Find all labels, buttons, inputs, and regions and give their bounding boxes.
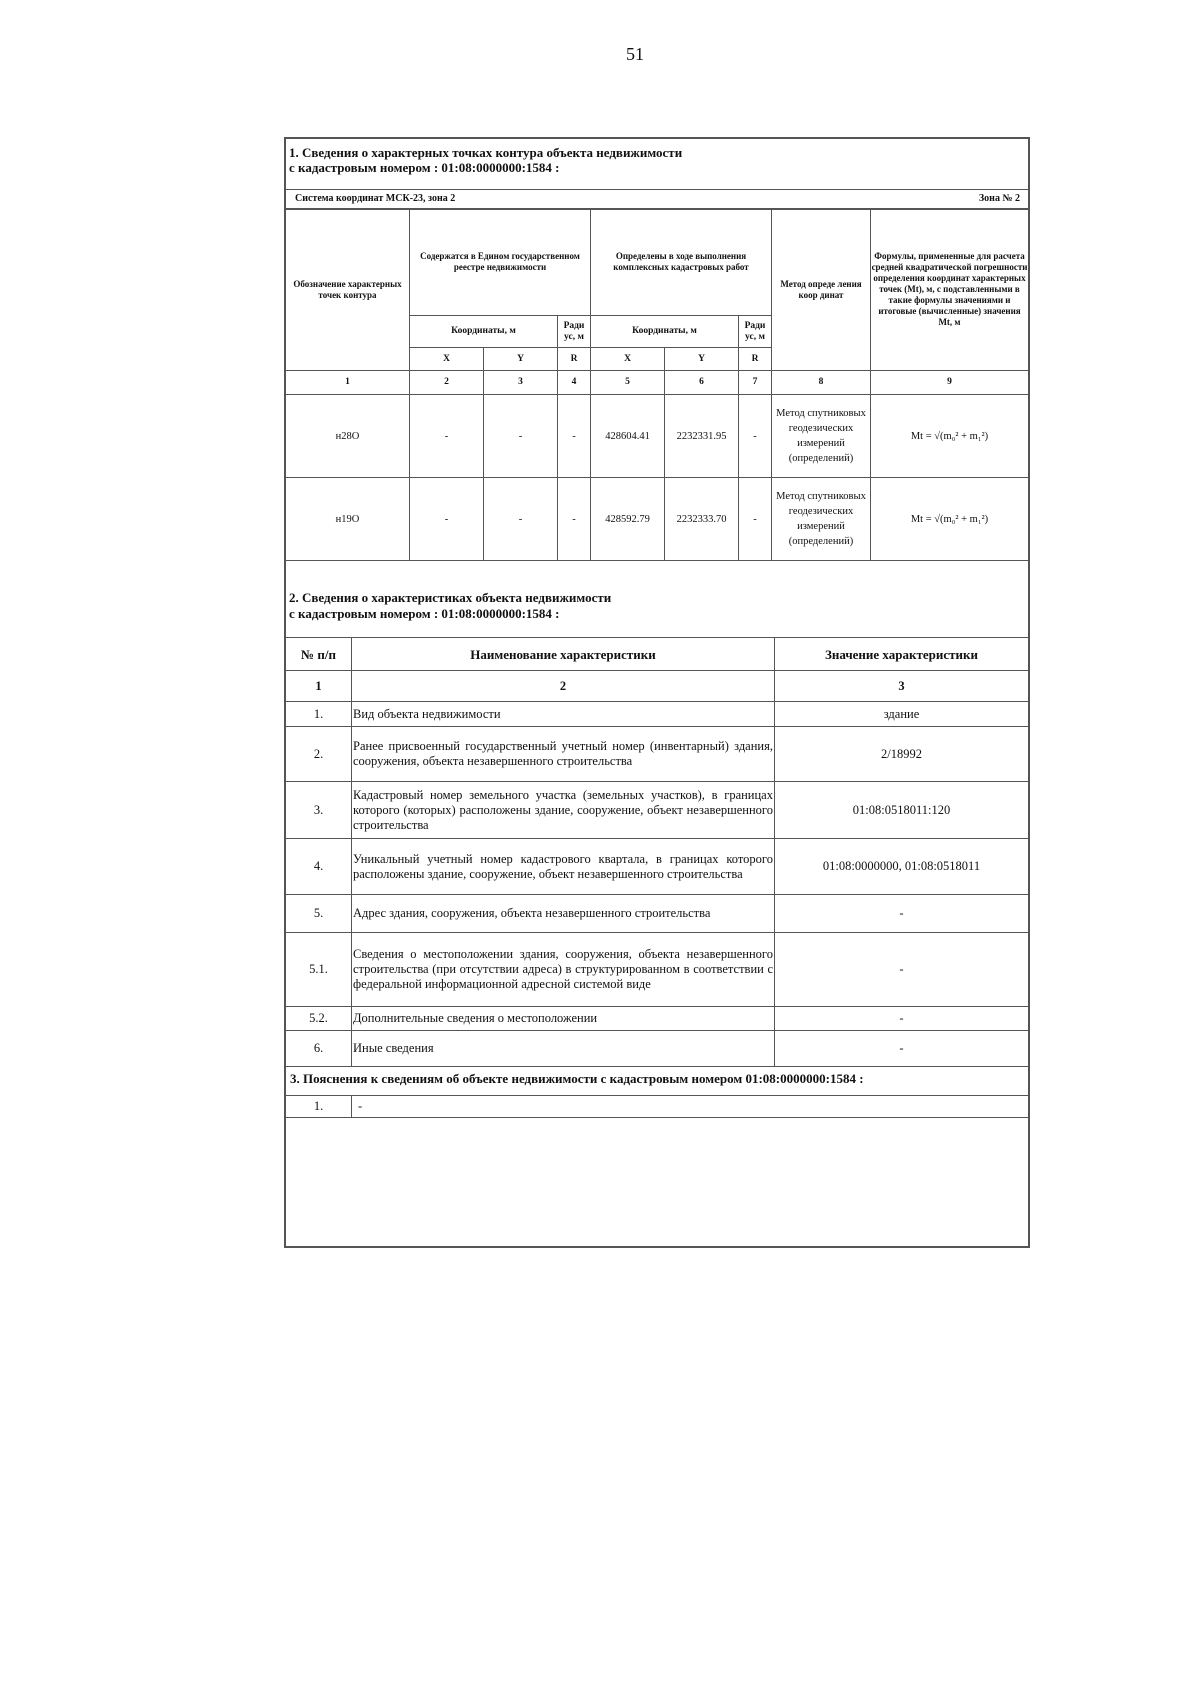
col-number: 3 — [775, 671, 1029, 702]
note-text: - — [352, 1096, 1029, 1118]
col-number: 9 — [871, 371, 1029, 395]
section2-title-line2: с кадастровым номером : 01:08:0000000:1584 : — [289, 606, 560, 621]
y-complex: 2232331.95 — [665, 395, 739, 478]
formula-cell: Mt = √(m₀² + m₁²) — [871, 395, 1029, 478]
col-number: 7 — [739, 371, 772, 395]
page-number: 51 — [626, 44, 644, 64]
row-number: 5. — [286, 895, 352, 933]
characteristics-table — [285, 637, 1029, 1067]
method-cell: Метод спутниковых геодезических измерений (определений) — [772, 478, 871, 561]
characteristic-value: - — [775, 933, 1029, 1007]
characteristic-value: 01:08:0000000, 01:08:0518011 — [775, 839, 1029, 895]
section2-title — [289, 590, 611, 622]
characteristic-value: 2/18992 — [775, 727, 1029, 782]
x-egrn: - — [410, 395, 484, 478]
characteristic-value: - — [775, 895, 1029, 933]
characteristic-name: Иные сведения — [352, 1031, 775, 1067]
header-radius-egrn: Ради ус, м — [558, 316, 591, 348]
characteristic-name: Уникальный учетный номер кадастрового квартала, в границах которого расположены здание, сооружение, объект незавершенного строительства — [352, 839, 775, 895]
points-table — [285, 208, 1029, 561]
section1-title-line1: 1. Сведения о характерных точках контура объекта недвижимости — [289, 145, 683, 160]
table-row — [286, 1031, 1029, 1067]
col-number: 4 — [558, 371, 591, 395]
point-name: н19О — [286, 478, 410, 561]
characteristic-name: Ранее присвоенный государственный учетный номер (инвентарный) здания, сооружения, объекта незавершенного строительства — [352, 727, 775, 782]
characteristic-value: - — [775, 1031, 1029, 1067]
notes-table — [285, 1095, 1029, 1118]
header-r-egrn: R — [558, 348, 591, 371]
coord-system-label: Система координат МСК-23, зона 2 — [295, 193, 456, 204]
characteristic-value: здание — [775, 702, 1029, 727]
row-number: 2. — [286, 727, 352, 782]
characteristic-name: Дополнительные сведения о местоположении — [352, 1007, 775, 1031]
section2-title-line1: 2. Сведения о характеристиках объекта недвижимости — [289, 590, 612, 605]
header-coords-complex: Координаты, м — [591, 316, 739, 348]
characteristic-name: Вид объекта недвижимости — [352, 702, 775, 727]
table-row — [286, 727, 1029, 782]
table-row — [286, 782, 1029, 839]
table-row — [286, 478, 1029, 561]
column-numbers-row — [286, 371, 1029, 395]
col-number: 2 — [410, 371, 484, 395]
header-no: № п/п — [286, 638, 352, 671]
header-method: Метод опреде ления коор динат — [772, 209, 871, 371]
col-number: 6 — [665, 371, 739, 395]
characteristic-name: Кадастровый номер земельного участка (земельных участков), в границах которого (которых) расположены здание, сооружение, объект незавершенного строительства — [352, 782, 775, 839]
x-egrn: - — [410, 478, 484, 561]
header-y-egrn: Y — [484, 348, 558, 371]
x-complex: 428604.41 — [591, 395, 665, 478]
row-number: 4. — [286, 839, 352, 895]
header-formula: Формулы, примененные для расчета средней квадратической погрешности определения координат характерных точек (Mt), м, с подставленными в такие формулы значениями и итоговые (вычисленные) значения Mt, м — [871, 209, 1029, 371]
row-number: 1. — [286, 1096, 352, 1118]
row-number: 1. — [286, 702, 352, 727]
table-row — [286, 933, 1029, 1007]
table-row — [286, 702, 1029, 727]
r-egrn: - — [558, 478, 591, 561]
column-numbers-row — [286, 671, 1029, 702]
col-number: 8 — [772, 371, 871, 395]
coord-system-row — [286, 189, 1028, 210]
section3-title: 3. Пояснения к сведениям об объекте недвижимости с кадастровым номером 01:08:0000000:1584 : — [286, 1066, 1028, 1095]
col-number: 2 — [352, 671, 775, 702]
formula-cell: Mt = √(m₀² + m₁²) — [871, 478, 1029, 561]
section1-title-line2: с кадастровым номером : 01:08:0000000:1584 : — [289, 160, 560, 175]
table-row — [286, 839, 1029, 895]
row-number: 5.1. — [286, 933, 352, 1007]
characteristic-name: Адрес здания, сооружения, объекта незавершенного строительства — [352, 895, 775, 933]
header-complex: Определены в ходе выполнения комплексных кадастровых работ — [591, 209, 772, 316]
header-x-egrn: X — [410, 348, 484, 371]
col-number: 1 — [286, 371, 410, 395]
method-cell: Метод спутниковых геодезических измерений (определений) — [772, 395, 871, 478]
col-number: 3 — [484, 371, 558, 395]
table-row — [286, 895, 1029, 933]
zone-label: Зона № 2 — [978, 193, 1020, 204]
y-egrn: - — [484, 395, 558, 478]
header-name: Наименование характеристики — [352, 638, 775, 671]
r-complex: - — [739, 395, 772, 478]
header-x-complex: X — [591, 348, 665, 371]
table-row — [286, 1007, 1029, 1031]
header-y-complex: Y — [665, 348, 739, 371]
header-coords-egrn: Координаты, м — [410, 316, 558, 348]
table-row — [286, 1096, 1029, 1118]
row-number: 3. — [286, 782, 352, 839]
row-number: 5.2. — [286, 1007, 352, 1031]
x-complex: 428592.79 — [591, 478, 665, 561]
col-number: 1 — [286, 671, 352, 702]
header-egrn: Содержатся в Едином государственном реестре недвижимости — [410, 209, 591, 316]
document-frame — [284, 137, 1030, 1248]
row-number: 6. — [286, 1031, 352, 1067]
characteristic-value: 01:08:0518011:120 — [775, 782, 1029, 839]
point-name: н28О — [286, 395, 410, 478]
characteristic-name: Сведения о местоположении здания, сооружения, объекта незавершенного строительства (при отсутствии адреса) в структурированном в соответствии с федеральной информационной адресной системой виде — [352, 933, 775, 1007]
r-egrn: - — [558, 395, 591, 478]
table-row — [286, 395, 1029, 478]
section1-title — [289, 145, 682, 175]
header-value: Значение характеристики — [775, 638, 1029, 671]
header-r-complex: R — [739, 348, 772, 371]
header-radius-complex: Ради ус, м — [739, 316, 772, 348]
y-egrn: - — [484, 478, 558, 561]
r-complex: - — [739, 478, 772, 561]
header-designation: Обозначение характерных точек контура — [286, 209, 410, 371]
col-number: 5 — [591, 371, 665, 395]
y-complex: 2232333.70 — [665, 478, 739, 561]
characteristic-value: - — [775, 1007, 1029, 1031]
